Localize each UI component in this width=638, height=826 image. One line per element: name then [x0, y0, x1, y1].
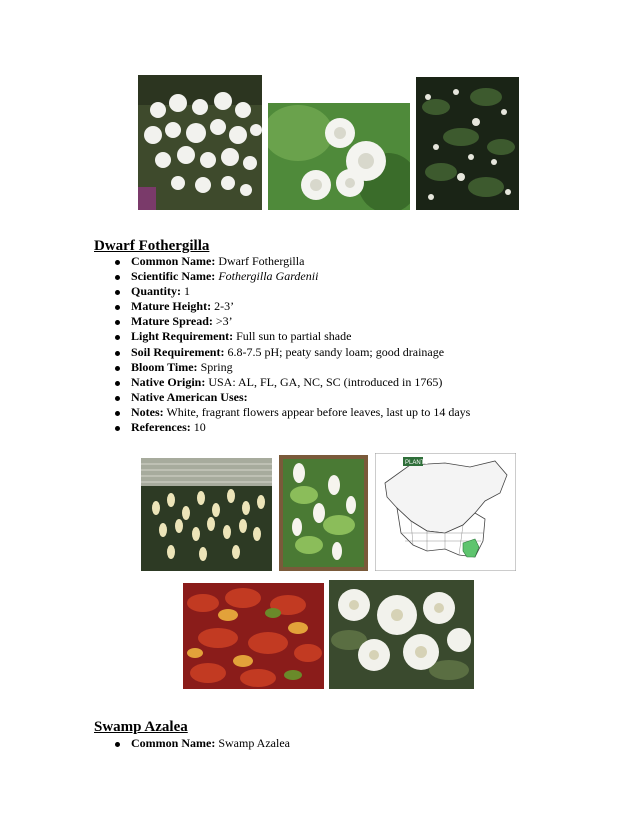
- photo-white-flower-cluster-closeup: [268, 103, 410, 210]
- property-label: Quantity:: [131, 284, 182, 299]
- property-list: [113, 254, 470, 435]
- property-list: [113, 736, 290, 751]
- property-label: Mature Height:: [131, 299, 212, 314]
- property-value: 10: [193, 420, 206, 435]
- property-value: Spring: [200, 359, 233, 374]
- property-value: 6.8-7.5 pH; peaty sandy loam; good drainage: [227, 344, 445, 359]
- property-value: USA: AL, FL, GA, NC, SC (introduced in 1765): [208, 374, 443, 389]
- property-label: Soil Requirement:: [131, 344, 225, 359]
- list-item: [113, 269, 470, 284]
- list-item: [113, 284, 470, 299]
- list-item: [113, 314, 470, 329]
- list-item: [113, 405, 470, 420]
- list-item: [113, 345, 470, 360]
- property-label: References:: [131, 420, 191, 435]
- property-value: Swamp Azalea: [218, 736, 290, 750]
- list-item: [113, 254, 470, 269]
- list-item: [113, 299, 470, 314]
- list-item: [113, 375, 470, 390]
- property-label: Light Requirement:: [131, 329, 234, 344]
- section-title: Dwarf Fothergilla: [94, 238, 210, 254]
- property-value: >3’: [215, 314, 233, 329]
- photo-usda-distribution-map: [375, 453, 516, 571]
- photo-white-flowering-shrub: [138, 75, 262, 210]
- list-item: [113, 420, 470, 435]
- list-item: [113, 360, 470, 375]
- photo-white-bottlebrush-cluster: [329, 580, 474, 689]
- property-label: Bloom Time:: [131, 359, 198, 374]
- property-value: Fothergilla Gardenii: [218, 269, 319, 284]
- property-value: Dwarf Fothergilla: [218, 254, 305, 268]
- property-label: Mature Spread:: [131, 314, 213, 329]
- section-title: Swamp Azalea: [94, 719, 188, 735]
- photo-dark-foliage-flowers: [416, 77, 519, 210]
- map-logo-text: PLANTS: [405, 460, 429, 466]
- photo-red-autumn-foliage: [183, 583, 324, 689]
- property-label: Common Name:: [131, 736, 216, 750]
- photo-bottlebrush-flower-closeup: [279, 455, 368, 571]
- list-item: [113, 736, 290, 751]
- property-value: 2-3’: [214, 299, 235, 314]
- list-item: [113, 329, 470, 344]
- property-value: Full sun to partial shade: [236, 329, 352, 344]
- property-value: 1: [184, 284, 191, 299]
- property-label: Scientific Name:: [131, 269, 216, 284]
- property-label: Native Origin:: [131, 374, 206, 389]
- photo-bottlebrush-shrub-by-house: [141, 458, 272, 571]
- property-label: Common Name:: [131, 254, 216, 268]
- list-item: [113, 390, 470, 405]
- property-label: Native American Uses:: [131, 389, 248, 404]
- property-label: Notes:: [131, 404, 164, 419]
- property-value: White, fragrant flowers appear before leaves, last up to 14 days: [166, 404, 471, 419]
